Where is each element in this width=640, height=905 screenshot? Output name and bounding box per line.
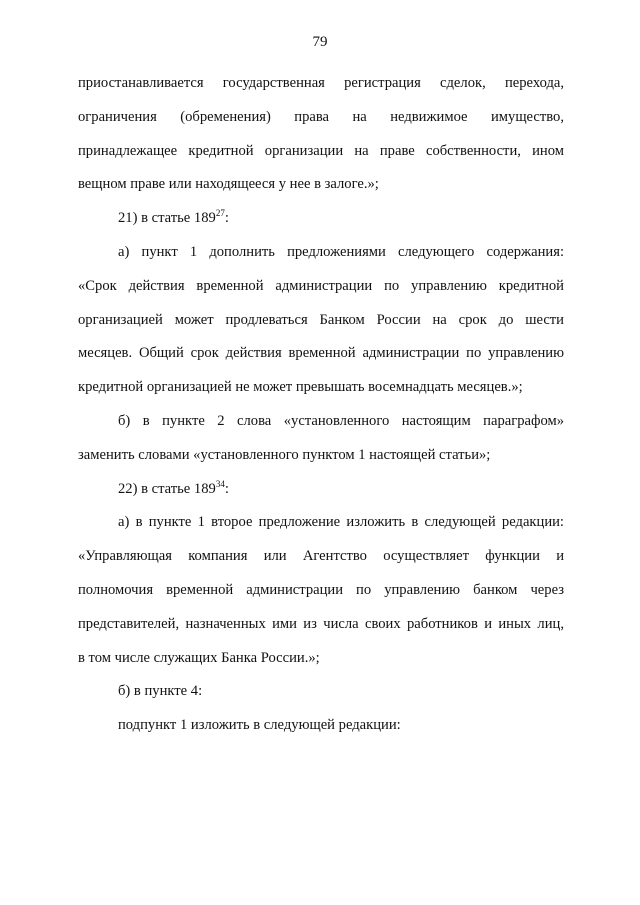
- article-21-text: 21) в статье 189: [118, 210, 216, 227]
- article-21-suffix: :: [224, 210, 229, 227]
- text-line: кредитной организацией не может превышать восемнадцать месяцев.»;: [78, 379, 523, 396]
- text-line: б) в пункте 4:: [118, 683, 203, 700]
- document-body: [78, 67, 564, 743]
- text-line: принадлежащее кредитной организации на праве собственности, ином: [78, 142, 564, 159]
- text-line: представителей, назначенных ими из числа своих работников и иных лиц,: [78, 615, 564, 632]
- page-number: 79: [312, 34, 328, 50]
- text-line: месяцев. Общий срок действия временной администрации по управлению: [78, 345, 564, 362]
- text-line: подпункт 1 изложить в следующей редакции:: [118, 717, 401, 734]
- article-22-suffix: :: [224, 480, 229, 497]
- text-line: «Управляющая компания или Агентство осуществляет функции и: [78, 548, 564, 565]
- article-22-superscript: 34: [215, 478, 225, 489]
- text-line: «Срок действия временной администрации по управлению кредитной: [78, 277, 564, 294]
- text-line: вещном праве или находящееся у нее в залоге.»;: [78, 176, 379, 193]
- text-line: ограничения (обременения) права на недвижимое имущество,: [78, 108, 564, 125]
- article-21-superscript: 27: [215, 208, 225, 219]
- text-line: приостанавливается государственная регистрация сделок, перехода,: [78, 75, 564, 91]
- text-line: а) в пункте 1 второе предложение изложить в следующей редакции:: [118, 514, 564, 531]
- text-line: заменить словами «установленного пунктом 1 настоящей статьи»;: [78, 446, 491, 463]
- text-line: полномочия временной администрации по управлению банком через: [78, 581, 564, 598]
- text-line: б) в пункте 2 слова «установленного настоящим параграфом»: [118, 412, 564, 429]
- article-21-heading: [78, 202, 564, 236]
- text-line: организацией может продлеваться Банком России на срок до шести: [78, 311, 564, 328]
- article-22-heading: [78, 473, 564, 507]
- text-line: а) пункт 1 дополнить предложениями следующего содержания:: [118, 243, 564, 260]
- article-22-text: 22) в статье 189: [118, 480, 216, 497]
- text-line: в том числе служащих Банка России.»;: [78, 649, 320, 666]
